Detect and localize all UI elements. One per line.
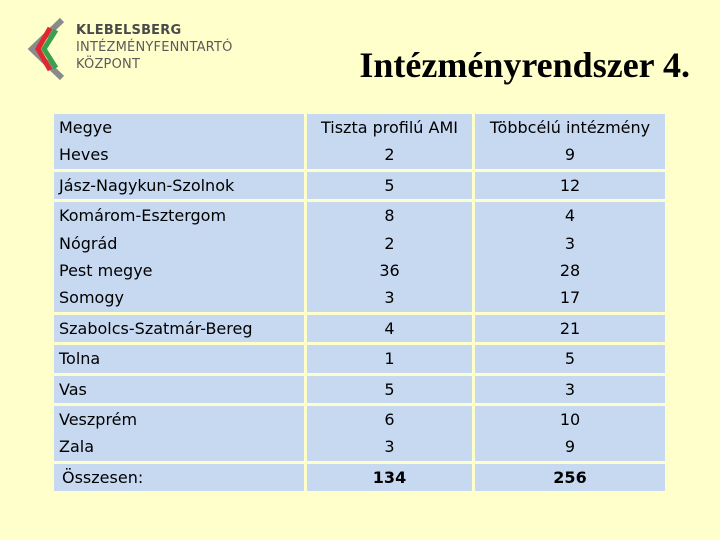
total-ami-value: 134	[372, 467, 407, 487]
ami-value: 3	[384, 437, 395, 457]
county-name: Heves	[59, 145, 109, 165]
multi-value: 3	[564, 379, 576, 399]
klebelsberg-logo	[22, 16, 252, 82]
institution-table	[54, 114, 665, 491]
county-name: Szabolcs-Szatmár-Bereg	[59, 318, 253, 338]
logo-line-1: KLEBELSBERG	[76, 23, 182, 38]
multi-value: 5	[564, 349, 576, 369]
county-name: Vas	[59, 379, 87, 399]
table-row-ami	[307, 202, 472, 312]
table-row-multi	[475, 376, 665, 403]
table-row-county	[54, 202, 304, 312]
multi-value: 12	[559, 175, 581, 195]
total-row-ami-cell	[307, 464, 472, 491]
header-multi-label: Többcélú intézmény	[489, 118, 651, 137]
header-ami-label: Tiszta profilú AMI	[320, 118, 458, 137]
multi-value: 21	[559, 318, 581, 338]
table-row-ami	[307, 315, 472, 342]
multi-value: 4	[564, 206, 576, 226]
table-row-ami	[307, 345, 472, 372]
ami-value: 36	[379, 261, 400, 281]
logo-wordmark	[76, 22, 233, 73]
table-row-multi	[475, 345, 665, 372]
page-title: Intézményrendszer 4.	[359, 45, 690, 85]
logo-line-2: INTÉZMÉNYFENNTARTÓ	[76, 40, 233, 55]
ami-value: 6	[384, 410, 395, 430]
table-row-county	[54, 376, 304, 403]
multi-value: 9	[564, 145, 576, 165]
multi-value: 3	[564, 233, 576, 253]
ami-value: 4	[384, 318, 395, 338]
total-row-multi-cell	[475, 464, 665, 491]
county-name: Jász-Nagykun-Szolnok	[59, 175, 235, 195]
header-cell-ami	[307, 114, 472, 169]
table-row-multi	[475, 202, 665, 312]
county-name: Pest megye	[59, 261, 153, 281]
table-row-multi	[475, 315, 665, 342]
logo-line-3: KÖZPONT	[76, 57, 141, 72]
county-name: Nógrád	[59, 233, 118, 253]
county-name: Tolna	[59, 349, 101, 369]
table-row-ami	[307, 406, 472, 461]
ami-value: 2	[384, 233, 395, 253]
table-row-county	[54, 345, 304, 372]
ami-value: 8	[384, 206, 395, 226]
table-row-multi	[475, 406, 665, 461]
total-row-label-cell	[54, 464, 304, 491]
county-name: Komárom-Esztergom	[59, 206, 227, 226]
table-row-county	[54, 172, 304, 199]
total-multi-value: 256	[553, 467, 587, 487]
header-cell-county	[54, 114, 304, 169]
total-label: Összesen:	[62, 467, 144, 487]
ami-value: 1	[384, 349, 395, 369]
logo-chevron-icon	[22, 16, 76, 82]
ami-value: 2	[384, 145, 395, 165]
ami-value: 5	[384, 379, 395, 399]
table-row-county	[54, 406, 304, 461]
header-county-label: Megye	[59, 118, 113, 137]
multi-value: 28	[559, 261, 581, 281]
table-row-county	[54, 315, 304, 342]
table-row-ami	[307, 376, 472, 403]
county-name: Veszprém	[59, 410, 138, 430]
multi-value: 9	[564, 437, 576, 457]
ami-value: 5	[384, 175, 395, 195]
county-name: Somogy	[59, 288, 124, 308]
multi-value: 17	[559, 288, 581, 308]
ami-value: 3	[384, 288, 395, 308]
multi-value: 10	[559, 410, 581, 430]
county-name: Zala	[59, 437, 95, 457]
table-row-ami	[307, 172, 472, 199]
table-row-multi	[475, 172, 665, 199]
header-cell-multi	[475, 114, 665, 169]
